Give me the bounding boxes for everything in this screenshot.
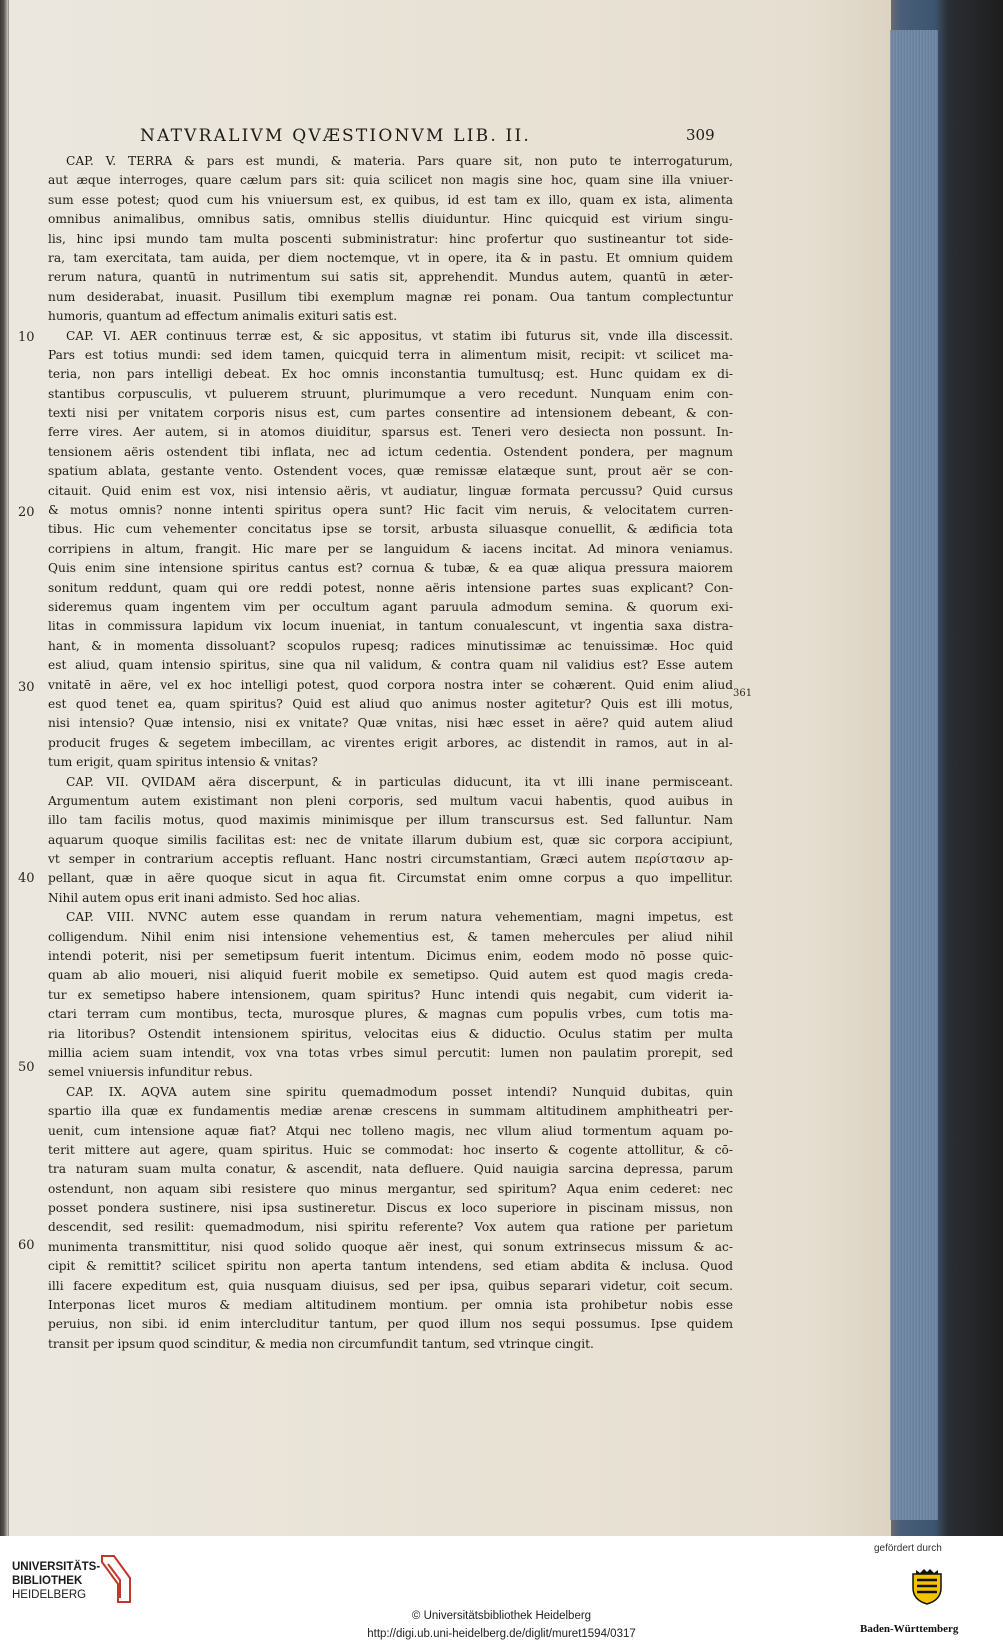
text-line: aquarum quoque similis facilitas est: nec de vnitate illarum dubium est, quæ sic corpora accipiunt, — [48, 832, 733, 847]
text-line: CAP. VIII. NVNC autem esse quandam in rerum natura vehementiam, magni impetus, est — [66, 910, 733, 925]
folio-number: 309 — [686, 126, 715, 144]
text-line: tibus. Hic cum vehementer concitatus ipse se torsit, arbusta siluasque conuellit, & ædificia tota — [48, 522, 733, 537]
text-line: est quod tenet ea, quam spiritus? Quid est aliud quo animus noster agitetur? Quis est illi motus, — [48, 696, 733, 711]
sponsor-label: gefördert durch — [874, 1543, 942, 1554]
text-line: sonitum reddunt, quam qui ore reddi potest, nonne aëris intensione partes suas explicant? Con- — [48, 580, 733, 595]
text-line: quam ab alio moueri, nisi aliquid fuerit mobile ex semetipso. Quid autem est quod magis creda- — [48, 968, 733, 983]
text-line: transit per ipsum quod scinditur, & media non circumfundit tantum, sed vtrinque cingit. — [48, 1336, 594, 1351]
text-line: uenit, cum intensione aquæ fiat? Atqui nec tolleno magis, nec vllum aliud tormentum aquam po- — [48, 1123, 733, 1138]
text-line: ferre vires. Aer autem, si in atomos diuiditur, sparsus est. Teneri vero desiecta non possunt. In- — [48, 425, 733, 440]
margin-line-number: 60 — [18, 1238, 35, 1253]
text-line: tum erigit, quam spiritus intensio & vnitas? — [48, 755, 318, 770]
text-line: descendit, sed resilit: quemadmodum, nisi spiritu referente? Vox autem qua ratione per parietum — [48, 1220, 733, 1235]
text-line: intendi poterit, nisi per semetipsum fuerit intentum. Dicimus enim, eodem modo nō posse quic- — [48, 949, 733, 964]
text-line: sideremus quam ingentem vim per occultum agant paruula admodum semina. & quorum exi- — [48, 599, 733, 614]
text-line: ostendunt, non aquam sibi resistere quo minus mergantur, sed spiritum? Aqua enim cederet: nec — [48, 1181, 733, 1196]
body-text — [48, 152, 733, 1354]
text-line: pellant, quæ in aëre quoque sicut in aqua fit. Circumstat enim omne corpus a quo impellitur. — [48, 871, 733, 886]
text-line: posset pondera sustinere, nisi ipsa sustineretur. Discus ex loco superiore in piscinam missus, non — [48, 1201, 733, 1216]
text-line: spatium ablata, gestante vento. Ostendent voces, quæ remissæ elatæque sunt, prout aër se con- — [48, 464, 733, 479]
copyright-notice: © Universitätsbibliothek Heidelberg — [411, 1610, 592, 1622]
text-line: millia aciem suam intendit, vox vna totas vrbes simul percutit: lumen non paulatim prorepit, sed — [48, 1045, 733, 1060]
library-name-line: BIBLIOTHEK — [12, 1575, 83, 1587]
text-line: citauit. Quid enim est vox, nisi intensio aëris, vt audiatur, linguæ formata percussu? Quid cursus — [48, 483, 733, 498]
text-line: tensionem aëris ostendent tibi inflata, nec ad ictum cedentia. Ostendent pondera, per magnum — [48, 444, 733, 459]
text-line: corripiens in altum, frangit. Hic mare per se languidum & iacens incitat. Ad minora veniamus. — [48, 541, 733, 556]
text-line: humoris, quantum ad effectum animalis exituri satis est. — [48, 309, 398, 324]
text-line: Pars est totius mundi: sed idem tamen, quicquid terra in alimentum misit, recipit: vt scilicet ma- — [48, 347, 733, 362]
text-line: semel vniuersis infunditur rebus. — [48, 1065, 253, 1080]
text-line: ctari terram cum montibus, tecta, murosque plures, & magnas cum populis vrbes, cum totis ma- — [48, 1007, 733, 1022]
text-line: CAP. V. TERRA & pars est mundi, & materia. Pars quare sit, non puto te interrogaturum, — [66, 154, 733, 168]
text-line: Quis enim sine intensione spiritus cantus est? cornua & tubæ, & ea quæ aliqua pressura maiorem — [48, 561, 733, 576]
text-line: aut æque interroges, quare cælum pars sit: quia scilicet non magis sine hoc, quam sine illa vniuer- — [48, 173, 733, 188]
text-line: peruius, non sibi. id enim intercluditur tantum, per quod illum nos sequi possumus. Ipse quidem — [48, 1317, 733, 1332]
text-line: CAP. IX. AQVA autem sine spiritu quemadmodum posset intendi? Nunquid dubitas, quin — [66, 1084, 733, 1099]
text-line: Nihil autem opus erit inani admisto. Sed hoc alias. — [48, 890, 361, 905]
text-line: CAP. VII. QVIDAM aëra discerpunt, & in particulas diducunt, ita vt illi inane permisceant. — [66, 774, 733, 789]
text-line: teria, non pars intelligi debeat. Ex hoc omnis inconstantia tumultusq; est. Hunc quidam ex di- — [48, 367, 733, 382]
text-line: lis, hinc ipsi mundo tam multa poscenti subministratur: hinc profertur quo sustineantur tot side- — [48, 231, 733, 246]
text-line: ra, tam exercitata, tam auida, per diem noctemque, vt in opere, ita & in pastu. Et omnium quidem — [48, 250, 733, 265]
permalink-url[interactable]: http://digi.ub.uni-heidelberg.de/diglit/muret1594/0317 — [367, 1628, 636, 1640]
text-line: hant, & in momenta dissoluant? scopulos rupesq; radices minutissimæ ac tenuissimæ. Hoc quid — [48, 638, 733, 653]
text-line: rerum natura, quantū in nutrimentum sui satis sit, apprehendit. Mundus autem, quantū in æter- — [48, 270, 733, 285]
text-line: illi facere expeditum est, quia nusquam diuisus, sed per ipsa, quibus separari videtur, coit secum. — [48, 1278, 733, 1293]
text-line: producit fruges & segetem imbecillam, ac virentes erigit arbores, ac distendit in ramos, aut in al- — [48, 735, 733, 750]
margin-line-number: 30 — [18, 680, 35, 695]
running-head: NATVRALIVM QVÆSTIONVM LIB. II. — [140, 126, 531, 146]
margin-line-number: 40 — [18, 871, 35, 886]
library-name-line: UNIVERSITÄTS- — [12, 1561, 101, 1573]
text-line: litas in commissura lapidum vix locum inueniat, in tantum conualescunt, vt ingentia saxa distra- — [48, 619, 733, 634]
text-line: illo tam facilis motus, quod maximis minimisque per illum transcursus est. Sed falluntur. Nam — [48, 813, 733, 828]
text-line: tur ex semetipso habere intensionem, quam spiritus? Hunc intendi quis negabit, cum viderit ia- — [48, 987, 733, 1002]
text-line: colligendum. Nihil enim nisi intensione vehementius est, & tamen mehercules per aliud nihil — [48, 929, 733, 944]
library-logo-icon — [100, 1554, 134, 1604]
text-line: spartio illa quæ ex fundamentis mediæ arenæ crescens in summam altitudinem amphitheatri per- — [48, 1104, 733, 1119]
library-name-line: HEIDELBERG — [12, 1589, 87, 1601]
margin-line-number: 20 — [18, 505, 35, 520]
coat-of-arms-icon — [910, 1566, 944, 1606]
text-line: cipit & remittit? scilicet spiritu non aperta tantum intendens, sed etiam abdita & inclusa. Quod — [48, 1259, 733, 1274]
text-line: nisi intensio? Quæ intensio, nisi ex vnitate? Quæ vnitas, nisi hæc esset in aëre? quid autem aliud — [48, 716, 733, 731]
text-line: Interponas licet muros & mediam altitudinem montium. per omnia ista prohibetur nobis esse — [48, 1298, 733, 1313]
book-fore-edge — [890, 30, 938, 1520]
text-line: CAP. VI. AER continuus terræ est, & sic appositus, vt statim ibi futurus sit, vnde illa discessit. — [66, 328, 733, 343]
margin-right-note: 361 — [733, 688, 753, 699]
text-line: num desiderabat, inuasit. Pusillum tibi exemplum magnæ rei ponam. Oua tantum complectuntur — [48, 289, 733, 304]
text-line: vt semper in contrarium acceptis refluant. Hanc nostri circumstantiam, Græci autem περίστασιν ap- — [48, 852, 733, 867]
text-line: omnibus animalibus, omnibus satis, omnibus stellis diuiduntur. Hinc quicquid est virium singu- — [48, 212, 733, 227]
text-line: sum esse potest; quod cum his vniuersum est, ex quibus, id est tam ex illo, quam ex ista, alimenta — [48, 192, 733, 207]
text-line: ria litoribus? Ostendit intensionem spiritus, velocitas eius & diductio. Oculus statim per multa — [48, 1026, 733, 1041]
margin-line-number: 10 — [18, 330, 35, 345]
margin-line-number: 50 — [18, 1060, 35, 1075]
sponsor-name: Baden-Württemberg — [860, 1623, 959, 1635]
text-line: texti nisi per vnitatem corporis nisus est, cum partes consentire ad intensionem debeant, & con- — [48, 406, 733, 421]
text-line: tra naturam suam multa conatur, & ascendit, nata defluere. Quid nauigia sarcina depressa, parum — [48, 1162, 733, 1177]
text-line: terit mittere aut agere, quam spiritus. Huic se commodat: hoc inserto & cogente attollitur, & cō- — [48, 1142, 733, 1157]
library-logo-text — [12, 1560, 100, 1602]
text-line: est aliud, quam intensio spiritus, sine qua nil validum, & contra quam nil validius est? Esse autem — [48, 658, 733, 673]
text-line: Argumentum autem existimant non pleni corporis, sed multum vacui habentis, quod auibus in — [48, 793, 733, 808]
text-line: stantibus corpusculis, vt puluerem struunt, plurimumque a vero recedunt. Nunquam enim con- — [48, 386, 733, 401]
text-line: & motus omnis? nonne intenti spiritus opera sunt? Hic facit vim neruis, & velocitatem curren- — [48, 503, 733, 518]
text-line: munimenta transmittitur, nisi quod solido quoque aër inest, qui sonum extrinsecus missum & ac- — [48, 1239, 733, 1254]
text-line: vnitatē in aëre, vel ex hoc intelligi potest, quod corpora nostra inter se cohærent. Quid enim aliud — [48, 677, 733, 692]
